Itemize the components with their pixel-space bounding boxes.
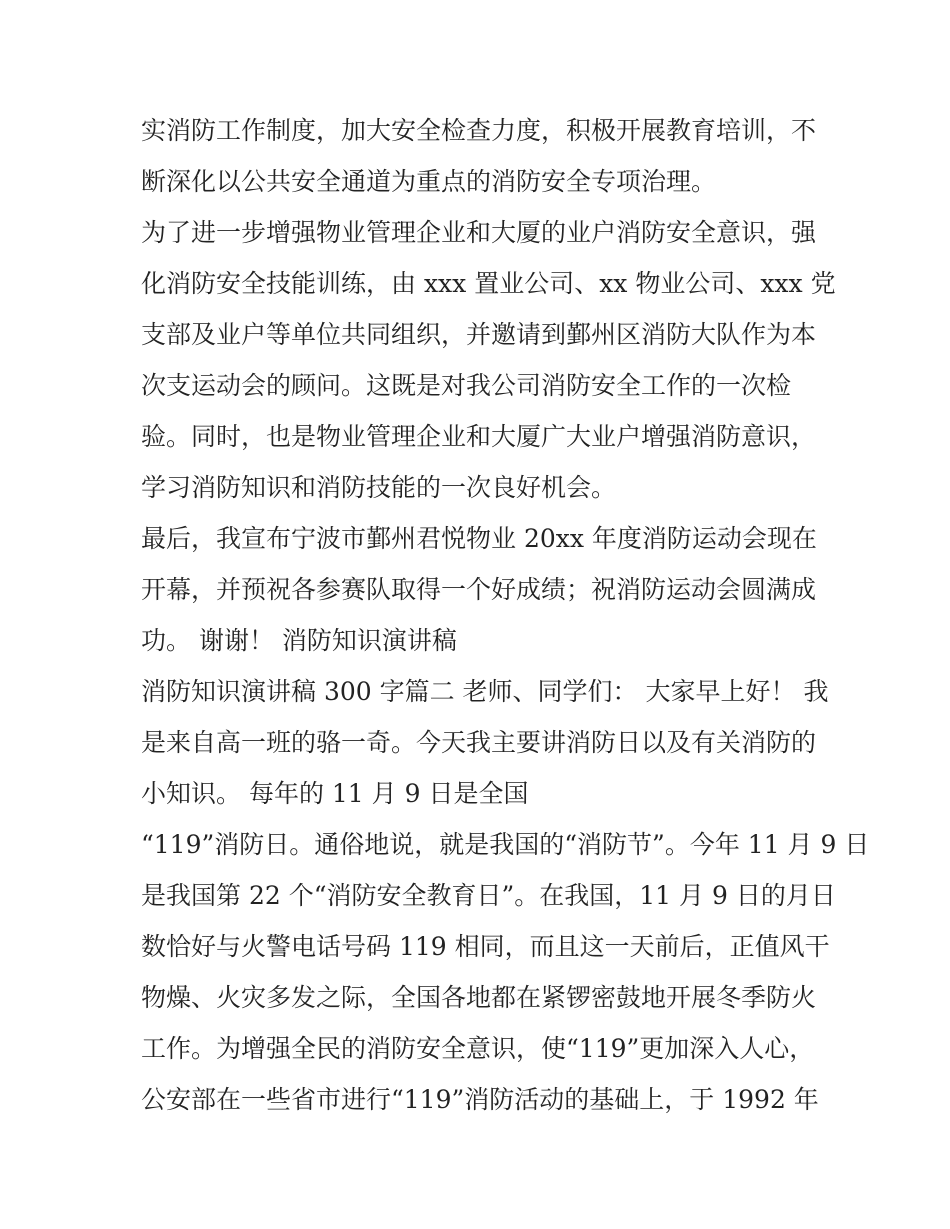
body-text bbox=[141, 105, 870, 1125]
text-line: 实消防工作制度，加大安全检查力度，积极开展教育培训，不 bbox=[141, 116, 817, 145]
text-line: 小知识。 每年的 11 月 9 日是全国 bbox=[141, 779, 529, 808]
text-line: 公安部在一些省市进行“119”消防活动的基础上，于 1992 年 bbox=[141, 1085, 819, 1114]
text-line: 验。同时，也是物业管理企业和大厦广大业户增强消防意识， bbox=[141, 422, 817, 451]
text-line: 是我国第 22 个“消防安全教育日”。在我国，11 月 9 日的月日 bbox=[141, 881, 836, 910]
text-line: 为了进一步增强物业管理企业和大厦的业户消防安全意识，强 bbox=[141, 218, 817, 247]
text-line: 开幕，并预祝各参赛队取得一个好成绩；祝消防运动会圆满成 bbox=[141, 575, 817, 604]
text-line: 工作。为增强全民的消防安全意识，使“119”更加深入人心， bbox=[141, 1034, 815, 1063]
text-line: 化消防安全技能训练，由 xxx 置业公司、xx 物业公司、xxx 党 bbox=[141, 269, 836, 298]
text-line: 数恰好与火警电话号码 119 相同，而且这一天前后，正值风干 bbox=[141, 932, 830, 961]
text-line: 支部及业户等单位共同组织，并邀请到鄞州区消防大队作为本 bbox=[141, 320, 817, 349]
text-line: 消防知识演讲稿 300 字篇二 老师、同学们： 大家早上好！ 我 bbox=[141, 677, 829, 706]
text-line: 最后，我宣布宁波市鄞州君悦物业 20xx 年度消防运动会现在 bbox=[141, 524, 817, 553]
text-line: 物燥、火灾多发之际，全国各地都在紧锣密鼓地开展冬季防火 bbox=[141, 983, 817, 1012]
text-line: 次支运动会的顾问。这既是对我公司消防安全工作的一次检 bbox=[141, 371, 792, 400]
text-line: 断深化以公共安全通道为重点的消防安全专项治理。 bbox=[141, 167, 717, 196]
text-line: 功。 谢谢！ 消防知识演讲稿 bbox=[141, 626, 457, 655]
text-line: 学习消防知识和消防技能的一次良好机会。 bbox=[141, 473, 617, 502]
text-line: “119”消防日。通俗地说，就是我国的“消防节”。今年 11 月 9 日 bbox=[141, 830, 870, 859]
text-line: 是来自高一班的骆一奇。今天我主要讲消防日以及有关消防的 bbox=[141, 728, 817, 757]
